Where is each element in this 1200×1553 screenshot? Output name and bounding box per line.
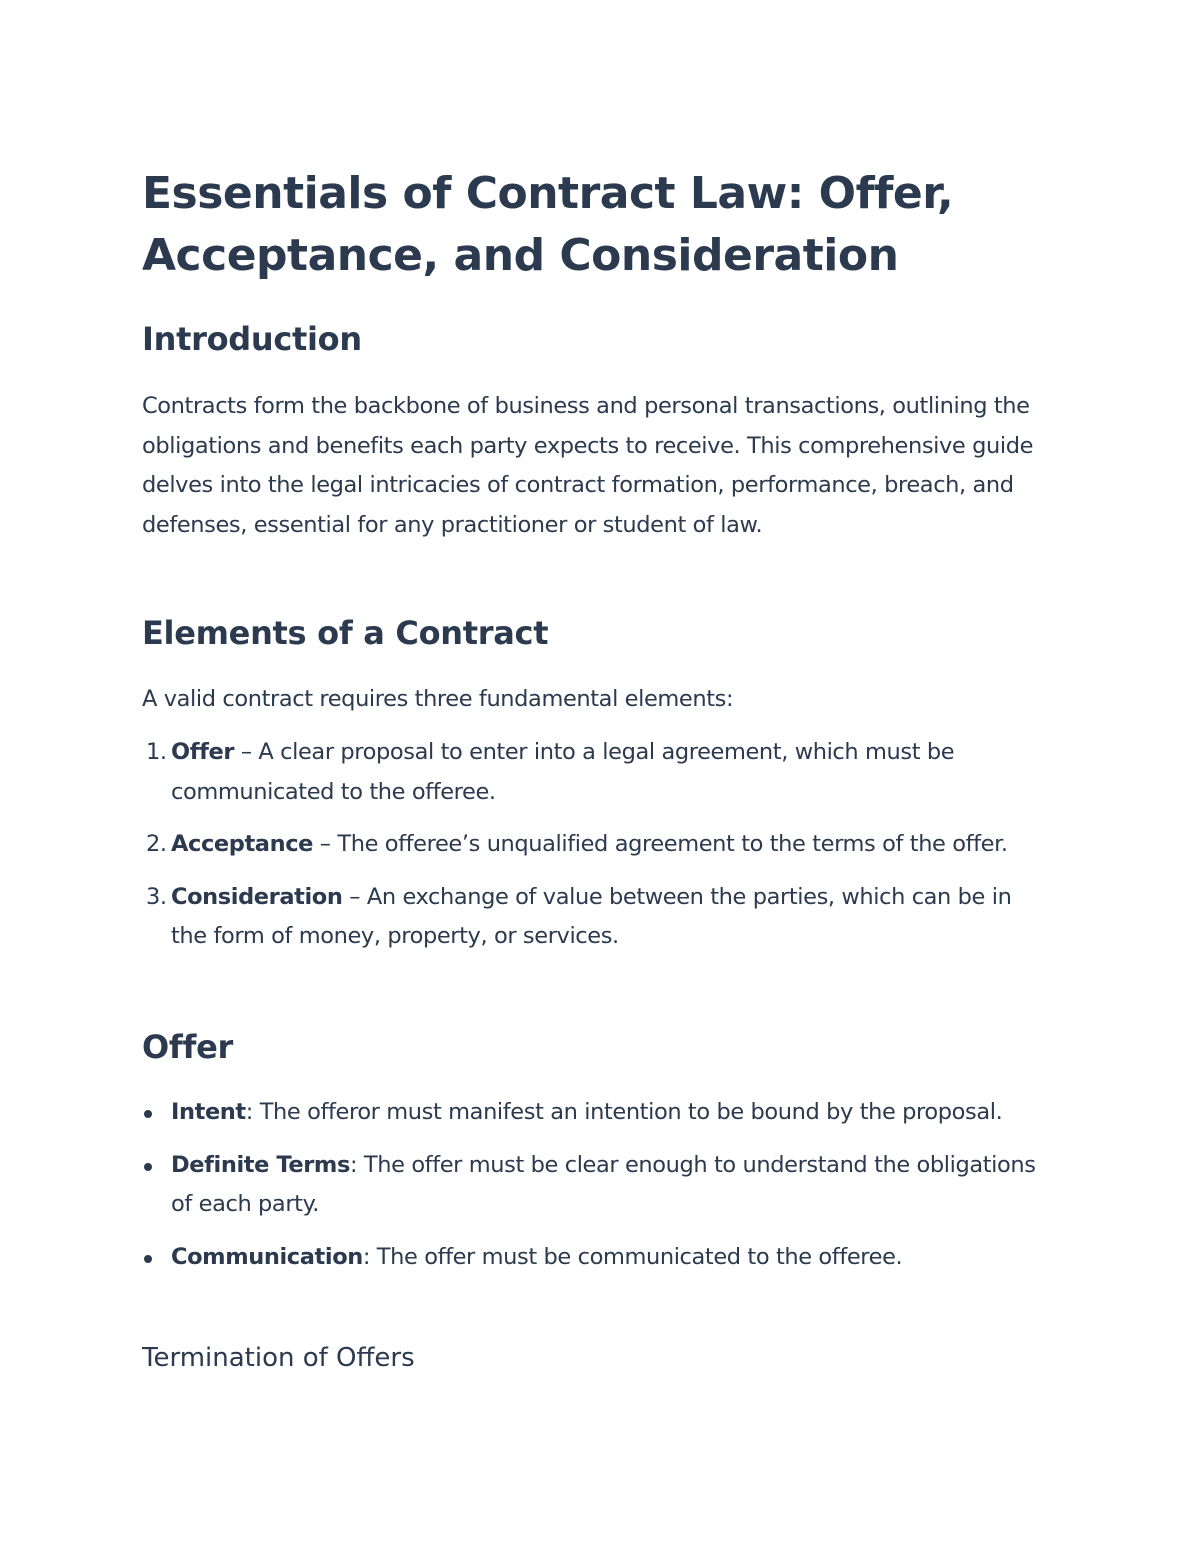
- list-item: [142, 733, 1052, 812]
- item-term: Consideration: [171, 883, 343, 910]
- item-term: Definite Terms: [171, 1151, 350, 1178]
- intro-paragraph: Contracts form the backbone of business and personal transactions, outlining the obligations and benefits each party expects to receive. This comprehensive guide delves into the legal intricacies of contract formation, performance, breach, and defenses, essential for any practitioner or student of law.: [142, 393, 1034, 538]
- offer-list: [142, 1093, 1052, 1290]
- item-term: Offer: [171, 739, 235, 765]
- bullet-icon: [144, 1110, 152, 1118]
- item-term: Acceptance: [171, 831, 314, 857]
- list-number: 3.: [146, 883, 167, 910]
- item-text: – A clear proposal to enter into a legal agreement, which must be communicated to the offeree.: [171, 739, 955, 805]
- bullet-icon: [144, 1163, 152, 1171]
- list-item: [142, 1238, 1052, 1278]
- elements-list: [142, 733, 1052, 970]
- list-item: [142, 825, 1052, 865]
- item-text: : The offer must be communicated to the offeree.: [362, 1243, 903, 1270]
- item-term: Intent: [171, 1099, 246, 1125]
- elements-lead: A valid contract requires three fundamental elements:: [142, 686, 734, 712]
- intro-heading: Introduction: [142, 320, 362, 358]
- list-item: [142, 878, 1052, 957]
- list-number: 1.: [146, 739, 167, 765]
- item-text: – The offeree’s unqualified agreement to the terms of the offer.: [313, 831, 1008, 857]
- item-text: : The offeror must manifest an intention to be bound by the proposal.: [245, 1099, 1003, 1125]
- item-text: : The offer must be clear enough to understand the obligations of each party.: [171, 1151, 1036, 1217]
- termination-heading: Termination of Offers: [142, 1343, 415, 1373]
- list-item: [142, 1146, 1052, 1225]
- item-term: Communication: [171, 1243, 363, 1270]
- bullet-icon: [144, 1255, 152, 1263]
- elements-heading: Elements of a Contract: [142, 614, 549, 652]
- item-text: – An exchange of value between the parties, which can be in the form of money, property, or services.: [171, 883, 1012, 949]
- offer-heading: Offer: [142, 1028, 234, 1066]
- list-item: [142, 1093, 1052, 1133]
- page-title: Essentials of Contract Law: Offer, Acceptance, and Consideration: [142, 168, 954, 281]
- list-number: 2.: [146, 831, 167, 857]
